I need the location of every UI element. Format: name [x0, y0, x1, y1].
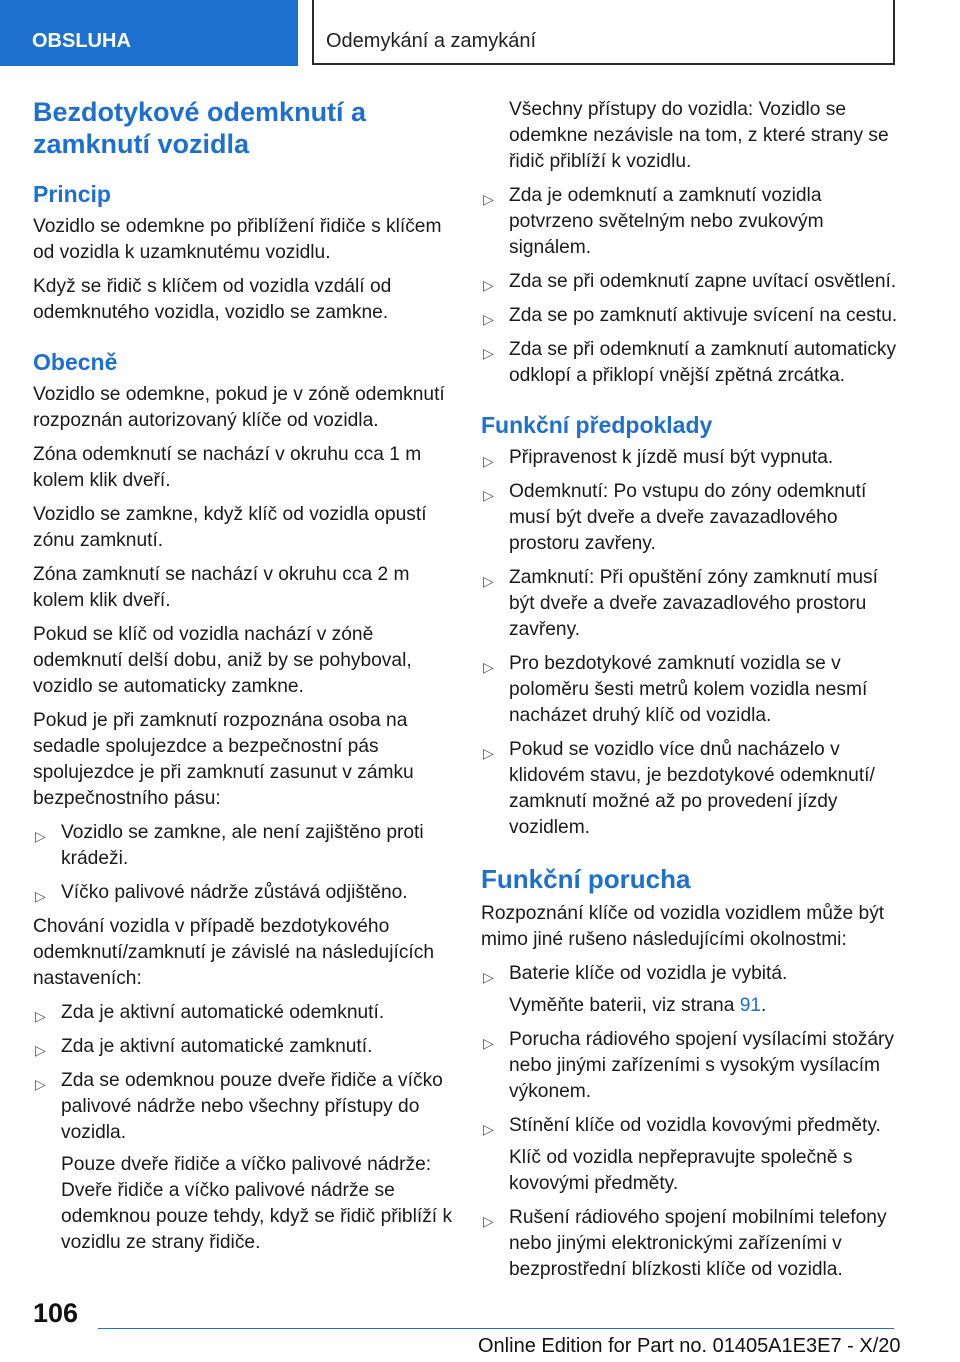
list-item-text: Zda se při odemknutí zapne uvítací osvětlení.: [509, 271, 897, 292]
page-number: 106: [33, 1298, 79, 1328]
principle-section: [33, 180, 453, 326]
list-item-text: Rušení rádiového spojení mobilními telefony nebo jinými elektronickými zařízeními v bezprostřední blízkosti klíče od vozidla.: [509, 1207, 887, 1280]
note-text-end: .: [761, 995, 767, 1016]
list-item: [33, 820, 453, 872]
list-item: [481, 479, 901, 557]
list-item-text: Zda je aktivní automatické zamknutí.: [61, 1036, 373, 1057]
list-item: [481, 445, 901, 471]
page-reference-link[interactable]: 91: [739, 995, 762, 1016]
bullet-list: [481, 961, 901, 1283]
list-item: [481, 1205, 901, 1283]
prerequisites-section: [481, 411, 901, 841]
list-item-text: Zda se po zamknutí aktivuje svícení na cestu.: [509, 305, 898, 326]
list-item: [481, 1027, 901, 1105]
list-item-text: Vozidlo se zamkne, ale není zajištěno proti krádeži.: [61, 822, 424, 869]
list-item: [33, 1034, 453, 1060]
paragraph: Vozidlo se odemkne po přiblížení řidiče s klíčem od vozidla k uzamknutému vozidlu.: [33, 216, 442, 263]
section-tab: OBSLUHA: [0, 0, 298, 66]
header-divider: [312, 0, 314, 64]
list-item-text: Připravenost k jízdě musí být vypnuta.: [509, 447, 834, 468]
list-item-text: Pokud se vozidlo více dnů nacházelo v klidovém stavu, je bezdotykové odemknutí/ zamknutí možné až po provedení jízdy vozidlem.: [509, 739, 875, 838]
list-item-text: Pro bezdotykové zamknutí vozidla se v poloměru šesti metrů kolem vozidla nesmí nacházet druhý klíč od vozidla.: [509, 653, 868, 726]
paragraph: Vozidlo se zamkne, když klíč od vozidla opustí zónu zamknutí.: [33, 504, 427, 551]
triangle-bullet-icon: ▷: [483, 487, 494, 503]
list-item: [481, 961, 901, 1019]
list-item-text: Zda se při odemknutí a zamknutí automaticky odklopí a přiklopí vnější zpětná zrcátka.: [509, 339, 897, 386]
list-item-text: Zamknutí: Při opuštění zóny zamknutí musí být dveře a dveře zavazadlového prostoru zavřeny.: [509, 567, 878, 640]
triangle-bullet-icon: ▷: [483, 659, 494, 675]
list-item-text: Víčko palivové nádrže zůstává odjištěno.: [61, 882, 408, 903]
triangle-bullet-icon: ▷: [35, 1042, 46, 1058]
paragraph: Pokud je při zamknutí rozpoznána osoba na sedadle spolujezdce a bezpečnostní pás spolujezdce je při zamknutí zasunut v zámku bezpečnostního pásu:: [33, 710, 414, 809]
triangle-bullet-icon: ▷: [483, 1121, 494, 1137]
list-item-text: Baterie klíče od vozidla je vybitá.: [509, 963, 788, 984]
list-item: [481, 1113, 901, 1197]
triangle-bullet-icon: ▷: [35, 828, 46, 844]
continued-paragraph: Všechny přístupy do vozidla: Vozidlo se odemkne nezávisle na tom, z které strany se řidič přiblíží k vozidlu.: [509, 99, 889, 172]
list-item-text: Porucha rádiového spojení vysílacími stožáry nebo jinými zařízeními s vysokým vysílacím výkonem.: [509, 1029, 894, 1102]
list-item-note: Pouze dveře řidiče a víčko palivové nádrže: Dveře řidiče a víčko palivové nádrže se odemknou pouze tehdy, když se řidič přiblíží k vozidlu ze strany řidiče.: [61, 1154, 453, 1253]
general-section: [33, 348, 453, 1256]
list-item-note: Klíč od vozidla nepřepravujte společně s kovovými předměty.: [509, 1147, 853, 1194]
list-item: [33, 1068, 453, 1256]
list-item: [481, 183, 901, 261]
triangle-bullet-icon: ▷: [483, 191, 494, 207]
left-column: [33, 96, 453, 1264]
triangle-bullet-icon: ▷: [483, 969, 494, 985]
triangle-bullet-icon: ▷: [483, 1035, 494, 1051]
triangle-bullet-icon: ▷: [483, 345, 494, 361]
paragraph: Když se řidič s klíčem od vozidla vzdálí od odemknutého vozidla, vozidlo se zamkne.: [33, 276, 392, 323]
list-item: [481, 337, 901, 389]
triangle-bullet-icon: ▷: [483, 745, 494, 761]
principle-heading: Princip: [33, 181, 111, 207]
list-item: [481, 737, 901, 841]
malfunction-section: [481, 863, 901, 1283]
list-item: [481, 269, 901, 295]
main-heading: Bezdotykové odemknutí a zamknutí vozidla: [33, 97, 367, 159]
paragraph: Chování vozidla v případě bezdotykového odemknutí/zamknutí je závislé na následujících nastaveních:: [33, 916, 435, 989]
malfunction-heading: Funkční porucha: [481, 864, 691, 894]
header-underline: [312, 63, 895, 65]
list-item-text: Zda je aktivní automatické odemknutí.: [61, 1002, 385, 1023]
triangle-bullet-icon: ▷: [483, 573, 494, 589]
triangle-bullet-icon: ▷: [35, 1076, 46, 1092]
bullet-list: [481, 445, 901, 841]
list-item: [481, 303, 901, 329]
triangle-bullet-icon: ▷: [35, 1008, 46, 1024]
note-text: Vyměňte baterii, viz strana: [509, 995, 740, 1016]
header-divider-right: [893, 0, 895, 64]
triangle-bullet-icon: ▷: [483, 1213, 494, 1229]
right-column: [481, 97, 901, 1291]
bullet-list: [33, 820, 453, 906]
triangle-bullet-icon: ▷: [483, 311, 494, 327]
list-item: [481, 565, 901, 643]
paragraph: Pokud se klíč od vozidla nachází v zóně odemknutí delší dobu, aniž by se pohyboval, vozidlo se automaticky zamkne.: [33, 624, 412, 697]
page-header-title: Odemykání a zamykání: [326, 30, 537, 52]
list-item-note: [509, 993, 901, 1019]
list-item: [33, 1000, 453, 1026]
bullet-list: [33, 1000, 453, 1256]
list-item-text: Zda se odemknou pouze dveře řidiče a víčko palivové nádrže nebo všechny přístupy do vozidla.: [61, 1070, 443, 1143]
triangle-bullet-icon: ▷: [35, 888, 46, 904]
list-item: [33, 880, 453, 906]
list-item-text: Stínění klíče od vozidla kovovými předměty.: [509, 1115, 881, 1136]
paragraph: Zóna zamknutí se nachází v okruhu cca 2 m kolem klik dveří.: [33, 564, 410, 611]
general-heading: Obecně: [33, 349, 118, 375]
triangle-bullet-icon: ▷: [483, 277, 494, 293]
paragraph: Vozidlo se odemkne, pokud je v zóně odemknutí rozpoznán autorizovaný klíče od vozidla.: [33, 384, 445, 431]
bullet-list: [481, 183, 901, 389]
list-item-text: Odemknutí: Po vstupu do zóny odemknutí musí být dveře a dveře zavazadlového prostoru zavřeny.: [509, 481, 867, 554]
triangle-bullet-icon: ▷: [483, 453, 494, 469]
prerequisites-heading: Funkční předpoklady: [481, 412, 713, 438]
list-item-text: Zda je odemknutí a zamknutí vozidla potvrzeno světelným nebo zvukovým signálem.: [509, 185, 824, 258]
paragraph: Zóna odemknutí se nachází v okruhu cca 1 m kolem klik dveří.: [33, 444, 422, 491]
list-item: [481, 651, 901, 729]
edition-footer: Online Edition for Part no. 01405A1E3E7 - X/20: [478, 1335, 901, 1357]
paragraph: Rozpoznání klíče od vozidla vozidlem může být mimo jiné rušeno následujícími okolnostmi:: [481, 903, 885, 950]
footer-divider: [98, 1328, 894, 1329]
